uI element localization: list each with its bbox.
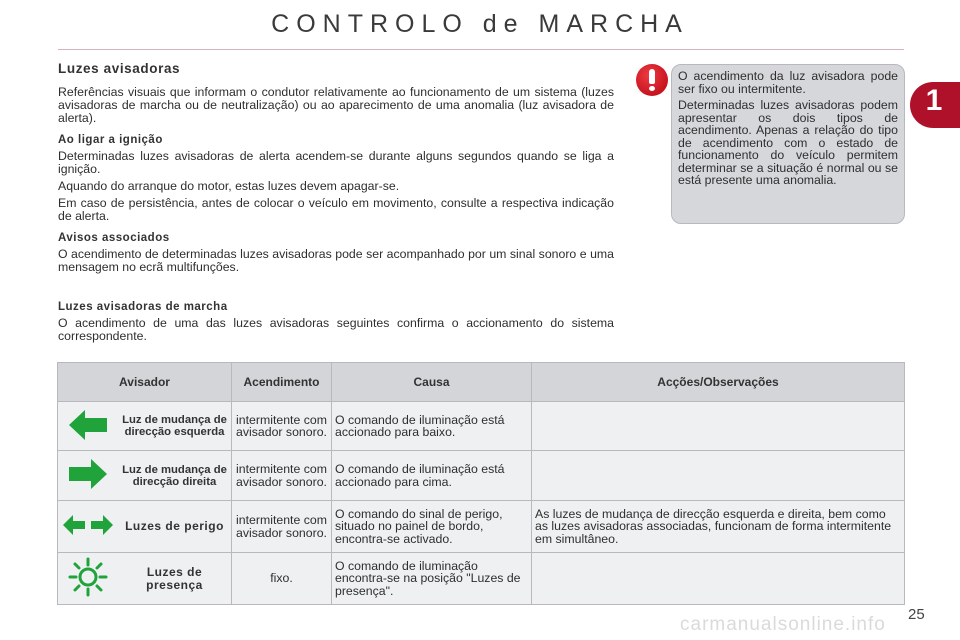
- lighting-cell: intermitente com avisador sonoro.: [232, 451, 332, 501]
- ignition-paragraph-1: Determinadas luzes avisadoras de alerta acendem-se durante alguns segundos quando se liga a ignição.: [58, 149, 614, 176]
- lighting-cell: intermitente com avisador sonoro.: [232, 402, 332, 451]
- header-avisador: Avisador: [58, 363, 232, 402]
- table-row: [58, 451, 905, 501]
- note-paragraph-1: O acendimento da luz avisadora pode ser fixo ou intermitente.: [678, 69, 898, 96]
- action-cell: As luzes de mudança de direcção esquerda e direita, bem como as luzes avisadoras associadas, funcionam de forma intermitente em simultâneo.: [532, 501, 905, 553]
- title-divider: [58, 49, 904, 50]
- avisador-cell: [58, 553, 232, 605]
- lighting-cell: fixo.: [232, 553, 332, 605]
- ignition-paragraph-2: Aquando do arranque do motor, estas luzes devem apagar-se.: [58, 179, 400, 193]
- header-causa: Causa: [332, 363, 532, 402]
- header-acendimento: Acendimento: [232, 363, 332, 402]
- warning-lights-table: [57, 362, 905, 605]
- lighting-cell: intermitente com avisador sonoro.: [232, 501, 332, 553]
- avisador-cell: [58, 402, 232, 451]
- table-row: [58, 501, 905, 553]
- avisador-cell: [58, 451, 232, 501]
- cause-cell: O comando de iluminação encontra-se na posição "Luzes de presença".: [332, 553, 532, 605]
- ignition-paragraph-3: Em caso de persistência, antes de colocar o veículo em movimento, consulte a respectiva indicação de alerta.: [58, 196, 614, 223]
- action-cell: [532, 553, 905, 605]
- table-row: [58, 402, 905, 451]
- arrow-left-icon: [58, 408, 118, 445]
- hazard-arrows-icon: [58, 513, 118, 540]
- warning-light-name: Luzes de presença: [146, 564, 203, 592]
- subheading-ignition: Ao ligar a ignição: [58, 134, 163, 146]
- table-row: [58, 553, 905, 605]
- intro-paragraph: Referências visuais que informam o condutor relativamente ao funcionamento de um sistema (luzes avisadoras de marcha ou de neutralização) ou ao aparecimento de uma anomalia (luz avisadora de alerta).: [58, 85, 614, 125]
- page-title: CONTROLO de MARCHA: [271, 10, 689, 38]
- note-box: [671, 64, 905, 224]
- action-cell: [532, 402, 905, 451]
- cause-cell: O comando do sinal de perigo, situado no painel de bordo, encontra-se activado.: [332, 501, 532, 553]
- associated-paragraph: O acendimento de determinadas luzes avisadoras pode ser acompanhado por um sinal sonoro e uma mensagem no ecrã multifunções.: [58, 247, 614, 274]
- main-text: [58, 61, 614, 347]
- subheading-running-lights: Luzes avisadoras de marcha: [58, 301, 228, 313]
- page-number: 25: [908, 606, 925, 623]
- cause-cell: O comando de iluminação está accionado para cima.: [332, 451, 532, 501]
- chapter-number: 1: [925, 84, 943, 117]
- table-header-row: [58, 363, 905, 402]
- warning-light-name: Luz de mudança de direcção esquerda: [122, 414, 227, 438]
- running-lights-paragraph: O acendimento de uma das luzes avisadoras seguintes confirma o accionamento do sistema correspondente.: [58, 316, 614, 343]
- warning-light-name: Luz de mudança de direcção direita: [122, 463, 227, 488]
- note-paragraph-2: Determinadas luzes avisadoras podem apresentar os dois tipos de acendimento. Apenas a relação do tipo de acendimento com o estado de funcionamento do veículo permitem determinar se a situação é normal ou se está presente uma anomalia.: [678, 98, 898, 187]
- header-accoes: Acções/Observações: [532, 363, 905, 402]
- warning-exclamation-icon: [636, 64, 668, 96]
- cause-cell: O comando de iluminação está accionado para baixo.: [332, 402, 532, 451]
- arrow-right-icon: [58, 457, 118, 494]
- action-cell: [532, 451, 905, 501]
- section-heading: Luzes avisadoras: [58, 61, 181, 76]
- subheading-associated: Avisos associados: [58, 232, 170, 244]
- avisador-cell: [58, 501, 232, 553]
- sidelights-icon: [58, 557, 118, 600]
- warning-light-name: Luzes de perigo: [125, 519, 224, 533]
- watermark: carmanualsonline.info: [680, 614, 886, 635]
